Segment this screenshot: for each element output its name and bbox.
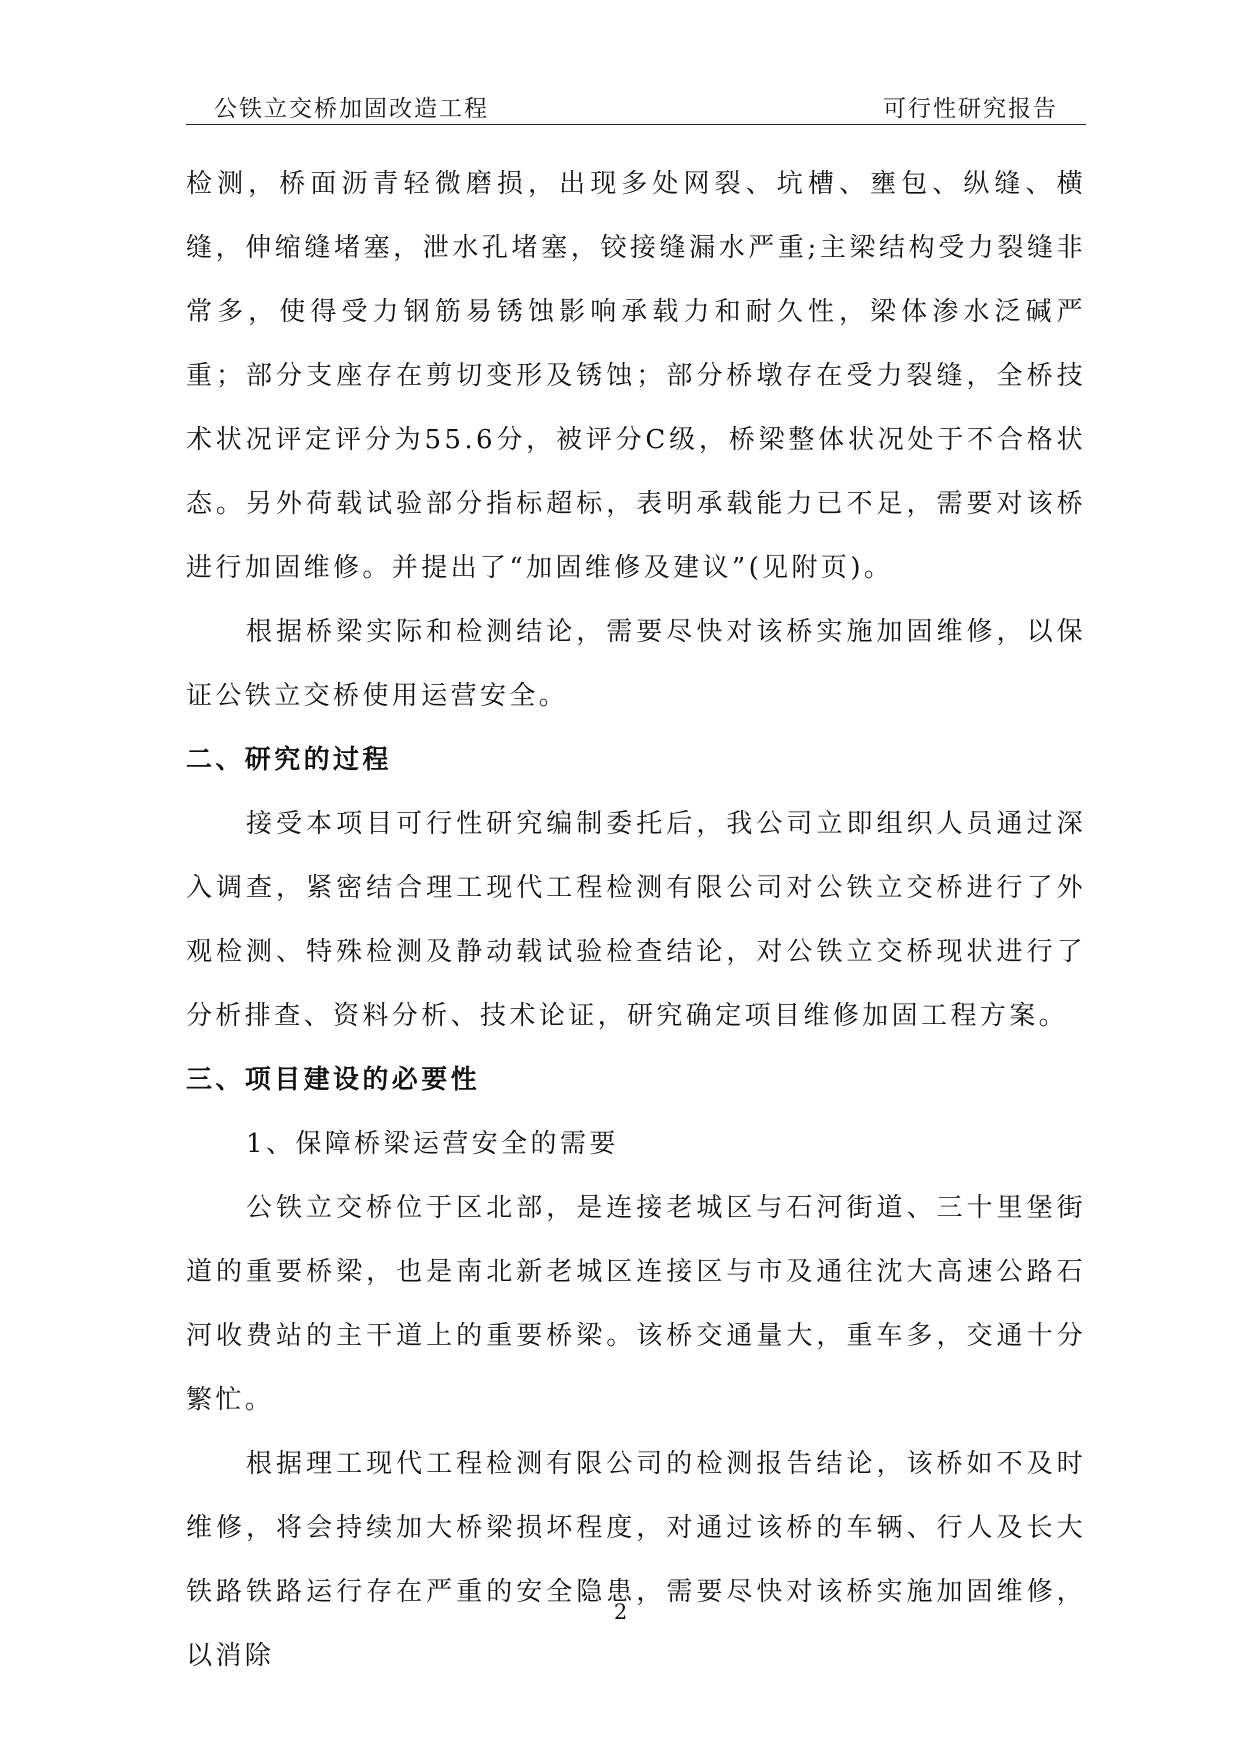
section-heading-research-process: 二、研究的过程	[186, 745, 392, 775]
paragraph-research-process: 接受本项目可行性研究编制委托后，我公司立即组织人员通过深入调查，紧密结合理工现代工程检测有限公司对公铁立交桥进行了外观检测、特殊检测及静动载试验检查结论，对公铁立交桥现状进行了分析排查、资料分析、技术论证，研究确定项目维修加固工程方案。	[186, 809, 1086, 1031]
paragraph-conclusion: 根据桥梁实际和检测结论，需要尽快对该桥实施加固维修，以保证公铁立交桥使用运营安全。	[186, 617, 1086, 711]
header-report-type: 可行性研究报告	[883, 96, 1058, 122]
document-body	[186, 152, 1086, 1688]
paragraph-bridge-location: 公铁立交桥位于区北部，是连接老城区与石河街道、三十里堡街道的重要桥梁，也是南北新老城区连接区与市及通往沈大高速公路石河收费站的主干道上的重要桥梁。该桥交通量大，重车多，交通十分繁忙。	[186, 1193, 1086, 1415]
section-heading-necessity: 三、项目建设的必要性	[186, 1065, 481, 1095]
page-number: 2	[613, 1600, 628, 1624]
subheading-safety-need: 1、保障桥梁运营安全的需要	[246, 1129, 619, 1159]
paragraph-safety-risk: 根据理工现代工程检测有限公司的检测报告结论，该桥如不及时维修，将会持续加大桥梁损坏程度，对通过该桥的车辆、行人及长大铁路铁路运行存在严重的安全隐患，需要尽快对该桥实施加固维修，以消除	[186, 1449, 1086, 1671]
header-document-title: 公铁立交桥加固改造工程	[214, 96, 489, 122]
page-header	[186, 88, 1086, 125]
paragraph-inspection-findings: 检测，桥面沥青轻微磨损，出现多处网裂、坑槽、壅包、纵缝、横缝，伸缩缝堵塞，泄水孔堵塞，铰接缝漏水严重;主梁结构受力裂缝非常多，使得受力钢筋易锈蚀影响承载力和耐久性，梁体渗水泛碱严重；部分支座存在剪切变形及锈蚀；部分桥墩存在受力裂缝，全桥技术状况评定评分为55.6分，被评分C级，桥梁整体状况处于不合格状态。另外荷载试验部分指标超标，表明承载能力已不足，需要对该桥进行加固维修。并提出了“加固维修及建议”(见附页)。	[186, 169, 1086, 583]
